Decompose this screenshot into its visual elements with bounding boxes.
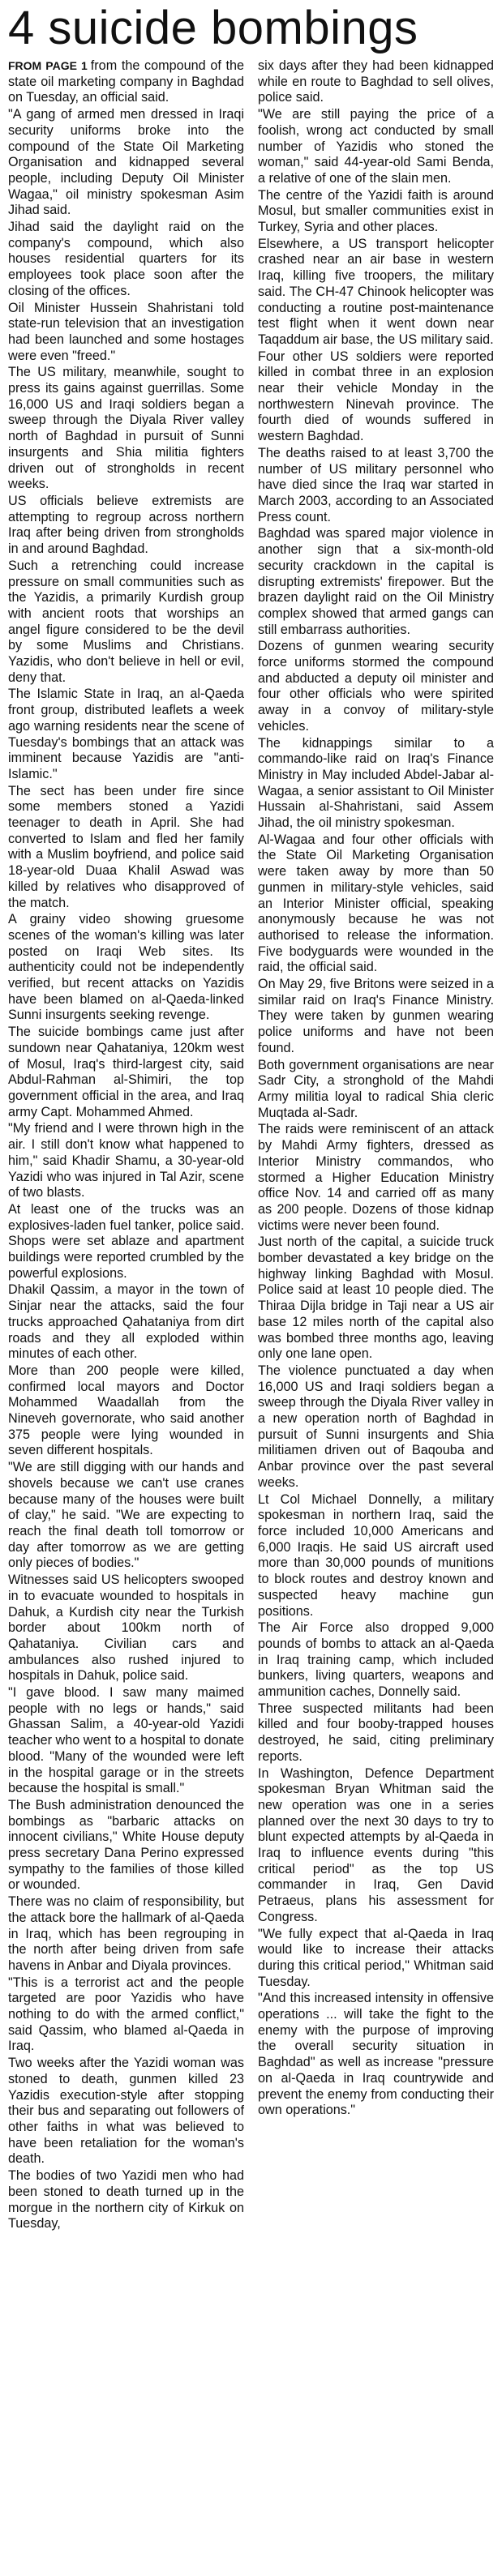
paragraph-text: Baghdad was spared major violence in another sign that a six-month-old security crackdown in the capital is disrupting extremists' firepower. But the brazen daylight raid on the Oil Ministry complex showed that armed gangs can still embarrass authorities. <box>258 526 494 637</box>
article-paragraph <box>258 1492 494 1620</box>
paragraph-text: More than 200 people were killed, confirmed local mayors and Doctor Mohammed Waadallah from the Nineveh governorate, who said another 375 people were lying wounded in seven different hospitals. <box>8 1363 244 1458</box>
paragraph-text: six days after they had been kidnapped while en route to Baghdad to sell olives, police said. <box>258 58 494 105</box>
paragraph-text: In Washington, Defence Department spokesman Bryan Whitman said the new operation was one in a series planned over the next 30 days to try to blunt expected attempts by al-Qaeda in Iraq to influence events during "this critical period" as the top US commander in Iraq, Gen David Petraeus, plans his assessment for Congress. <box>258 1765 494 1924</box>
paragraph-text: The Bush administration denounced the bombings as "barbaric attacks on innocent civilians," White House deputy press secretary Dana Perino expressed sympathy to the families of those killed or wounded. <box>8 1797 244 1893</box>
paragraph-text: Elsewhere, a US transport helicopter crashed near an air base in western Iraq, killing five troopers, the military said. The CH-47 Chinook helicopter was conducting a routine post-maintenance test flight when it went down near Taqaddum air base, the US military said. <box>258 236 494 347</box>
article-paragraph <box>8 1025 244 1120</box>
paragraph-text: "And this increased intensity in offensive operations ... will take the fight to the enemy with the purpose of improving the overall security situation in Baghdad" as well as increase "pressure on al-Qaeda in Iraq countrywide and prevent the enemy from conducting their own operations." <box>258 1991 494 2118</box>
article-paragraph <box>258 1766 494 1926</box>
paragraph-text: "My friend and I were thrown high in the air. I still don't know what happened to him," said Khadir Shamu, a 30-year-old Yazidi who was injured in Tal Azir, scene of two blasts. <box>8 1121 244 1200</box>
article-paragraph <box>258 1363 494 1491</box>
paragraph-text: Both government organisations are near Sadr City, a stronghold of the Mahdi Army militia loyal to radical Shia cleric Muqtada al-Sadr. <box>258 1057 494 1120</box>
paragraph-text: There was no claim of responsibility, but the attack bore the hallmark of al-Qaeda in Iraq, which has been regrouping in the north after being driven from safe havens in Anbar and Diyala provinces. <box>8 1894 244 1973</box>
paragraph-text: "A gang of armed men dressed in Iraqi security uniforms broke into the compound of the State Oil Marketing Organisation and kidnapped several people, including Deputy Oil Minister Wagaa," oil ministry spokesman Asim Jihad said. <box>8 107 244 218</box>
paragraph-text: "This is a terrorist act and the people targeted are poor Yazidis who have nothing to do with the armed conflict," said Qassim, who blamed al-Qaeda in Iraq. <box>8 1975 244 2054</box>
article-paragraph <box>258 1927 494 1991</box>
paragraph-text: from the compound of the state oil marketing company in Baghdad on Tuesday, an official said. <box>8 58 245 105</box>
article-paragraph <box>8 784 244 912</box>
article-paragraph <box>8 1282 244 1363</box>
paragraph-text: The kidnappings similar to a commando-like raid on Iraq's Finance Ministry in May included Abdel-Jabar al-Wagaa, a senior assistant to Oil Minister Hussain al-Shahristani, said Assem Jihad, the oil ministry spokesman. <box>258 735 494 831</box>
paragraph-text: The bodies of two Yazidi men who had been stoned to death turned up in the morgue in the northern city of Kirkuk on Tuesday, <box>8 2168 244 2232</box>
article-paragraph <box>8 107 244 219</box>
paragraph-text: The violence punctuated a day when 16,000 US and Iraqi soldiers began a sweep through the Diyala River valley in a new operation north of Baghdad in pursuit of Sunni insurgents and Shia militiamen driven out of Baqouba and Anbar province over the past several weeks. <box>258 1363 494 1490</box>
article-paragraph <box>8 1202 244 1282</box>
article-paragraph <box>258 1235 494 1363</box>
article-paragraph <box>258 107 494 187</box>
article-paragraph <box>8 1685 244 1797</box>
paragraph-text: "I gave blood. I saw many maimed people with no legs or hands," said Ghassan Salim, a 40-year-old Yazidi teacher who went to a hospital to donate blood. "Many of the wounded were left in the hospital garage or in the streets because the hospital is small." <box>8 1685 244 1796</box>
paragraph-text: At least one of the trucks was an explosives-laden fuel tanker, police said. Shops were set ablaze and apartment buildings were reported crumbled by the powerful explosions. <box>8 1201 244 1281</box>
article-paragraph <box>8 558 244 687</box>
paragraph-text: Oil Minister Hussein Shahristani told state-run television that an investigation had been launched and some hostages were even "freed." <box>8 300 244 363</box>
article-columns <box>8 58 494 2233</box>
article-paragraph <box>8 220 244 300</box>
article-paragraph <box>258 1991 494 2119</box>
article-paragraph <box>8 1894 244 1975</box>
paragraph-text: Lt Col Michael Donnelly, a military spokesman in northern Iraq, said the force included 10,000 Americans and 6,000 Iraqis. He said US aircraft used more than 30,000 pounds of munitions to block routes and destroy known and suspected heavy machine gun positions. <box>258 1491 494 1619</box>
paragraph-text: "We are still paying the price of a foolish, wrong act conducted by small number of Yazidis who stoned the woman," said 44-year-old Sami Benda, a relative of one of the slain men. <box>258 107 494 186</box>
article-paragraph <box>258 446 494 526</box>
paragraph-text: The Islamic State in Iraq, an al-Qaeda front group, distributed leaflets a week ago warning residents near the scene of Tuesday's bombings that an attack was imminent because Yazidis are "anti-Islamic." <box>8 687 244 781</box>
headline: 4 suicide bombings <box>8 2 418 54</box>
paragraph-text: Four other US soldiers were reported killed in combat three in an explosion near their vehicle Monday in the northwestern Ninevah province. The fourth died of wounds suffered in western Baghdad. <box>258 349 494 444</box>
paragraph-text: The Air Force also dropped 9,000 pounds of bombs to attack an al-Qaeda in Iraq training camp, which included bunkers, living quarters, weapons and ammunition caches, Donnelly said. <box>258 1620 494 1700</box>
paragraph-text: US officials believe extremists are attempting to regroup across northern Iraq after being driven from strongholds in and around Baghdad. <box>8 493 244 557</box>
paragraph-text: The US military, meanwhile, sought to press its gains against guerrillas. Some 16,000 US and Iraqi soldiers began a sweep through the Diyala River valley north of Baghdad in pursuit of Sunni insurgents and Shia militia fighters driven out of strongholds in recent weeks. <box>8 365 244 492</box>
article-paragraph <box>258 736 494 832</box>
article-paragraph <box>258 1058 494 1122</box>
paragraph-text: The deaths raised to at least 3,700 the number of US military personnel who have died since the Iraq war started in March 2003, according to an Associated Press count. <box>258 445 494 524</box>
article-paragraph <box>8 301 244 365</box>
paragraph-text: Two weeks after the Yazidi woman was stoned to death, gunmen killed 23 Yazidis execution-style after stopping their bus and separating out followers of other faiths in what was believed to have been retaliation for the woman's death. <box>8 2056 244 2167</box>
paragraph-text: "We are still digging with our hands and shovels because we can't use cranes because many of the houses were built of clay," he said. "We are expecting to reach the final death toll tomorrow or day after tomorrow as we are getting only pieces of bodies." <box>8 1460 244 1571</box>
paragraph-text: Dozens of gunmen wearing security force uniforms stormed the compound and abducted a deputy oil minister and four other officials who were spirited away in a convoy of military-style vehicles. <box>258 639 494 734</box>
paragraph-text: The raids were reminiscent of an attack by Mahdi Army fighters, dressed as Interior Ministry commandos, who stormed a Higher Education Ministry office Nov. 14 and carried off as many as 200 people. Dozens of those kidnap victims were never been found. <box>258 1122 494 1233</box>
article-paragraph <box>8 365 244 493</box>
article-paragraph <box>8 1798 244 1893</box>
paragraph-text: Witnesses said US helicopters swooped in to evacuate wounded to hospitals in Dahuk, a Kurdish city near the Turkish border about 100km north of Qahataniya. Civilian cars and ambulances also rushed injured to hospitals in Dahuk, police said. <box>8 1573 244 1684</box>
article-paragraph <box>8 912 244 1024</box>
article-paragraph <box>8 687 244 782</box>
article-paragraph <box>8 1975 244 2056</box>
article-paragraph <box>258 639 494 734</box>
paragraph-text: Al-Wagaa and four other officials with the State Oil Marketing Organisation were taken away by more than 50 gunmen in military-style vehicles, said an Interior Minister official, speaking anonymously because he was not authorised to release the information. Five bodyguards were wounded in the raid, the official said. <box>258 832 494 975</box>
article-column-left <box>8 58 244 2233</box>
article-paragraph <box>258 349 494 445</box>
article-paragraph <box>8 494 244 558</box>
article-paragraph <box>258 977 494 1057</box>
continuation-kicker: FROM PAGE 1 <box>8 59 88 72</box>
paragraph-text: A grainy video showing gruesome scenes of the woman's killing was later posted on Iraqi Web sites. Its authenticity could not be independently verified, but recent attacks on Yazidis have been blamed on al-Qaeda-linked Sunni insurgents seeking revenge. <box>8 912 244 1023</box>
article-paragraph <box>258 1620 494 1701</box>
article-paragraph <box>8 1460 244 1572</box>
paragraph-text: Such a retrenching could increase pressure on small communities such as the Yazidis, a primarily Kurdish group with ancient roots that worships an angel figure considered to be the devil by some Muslims and Christians. Yazidis, who don't believe in hell or evil, deny that. <box>8 558 244 685</box>
paragraph-text: The sect has been under fire since some members stoned a Yazidi teenager to death in April. She had converted to Islam and fled her family with a Muslim boyfriend, and police said 18-year-old Duaa Khalil Aswad was killed by relatives who disapproved of the match. <box>8 783 244 910</box>
article-paragraph <box>258 832 494 976</box>
article-paragraph <box>8 2168 244 2232</box>
paragraph-text: The suicide bombings came just after sundown near Qahataniya, 120km west of Mosul, Iraq's third-largest city, said Abdul-Rahman al-Shimiri, the top government official in the area, and Iraq army Capt. Mohammed Ahmed. <box>8 1025 244 1119</box>
article-paragraph <box>258 188 494 236</box>
paragraph-text: Jihad said the daylight raid on the company's compound, which also houses residential quarters for its employees took place soon after the closing of the offices. <box>8 220 244 298</box>
article-column-right <box>258 58 494 2120</box>
article-paragraph <box>258 1701 494 1765</box>
article-paragraph <box>258 237 494 349</box>
paragraph-text: Just north of the capital, a suicide truck bomber devastated a key bridge on the highway linking Baghdad with Mosul. Police said at least 10 people died. The Thiraa Dijla bridge in Taji near a US air base 12 miles north of the capital also was bombed three months ago, leaving only one lane open. <box>258 1235 494 1362</box>
paragraph-text: "We fully expect that al-Qaeda in Iraq would like to increase their attacks during this critical period," Whitman said Tuesday. <box>258 1926 494 1989</box>
article-paragraph <box>8 58 244 106</box>
article-paragraph <box>8 2056 244 2167</box>
article-paragraph <box>8 1363 244 1459</box>
article-paragraph <box>258 526 494 638</box>
article-paragraph <box>258 1122 494 1234</box>
paragraph-text: The centre of the Yazidi faith is around Mosul, but smaller communities exist in Turkey, Syria and other places. <box>258 187 494 235</box>
paragraph-text: Three suspected militants had been killed and four booby-trapped houses destroyed, he said, citing preliminary reports. <box>258 1701 494 1764</box>
paragraph-text: On May 29, five Britons were seized in a similar raid on Iraq's Finance Ministry. They were taken by gunmen wearing police uniforms and have not been found. <box>258 977 494 1055</box>
article-paragraph <box>258 58 494 106</box>
article-paragraph <box>8 1121 244 1201</box>
article-paragraph <box>8 1573 244 1684</box>
paragraph-text: Dhakil Qassim, a mayor in the town of Sinjar near the attacks, said the four trucks approached Qahataniya from dirt roads and they all exploded within minutes of each other. <box>8 1282 244 1362</box>
